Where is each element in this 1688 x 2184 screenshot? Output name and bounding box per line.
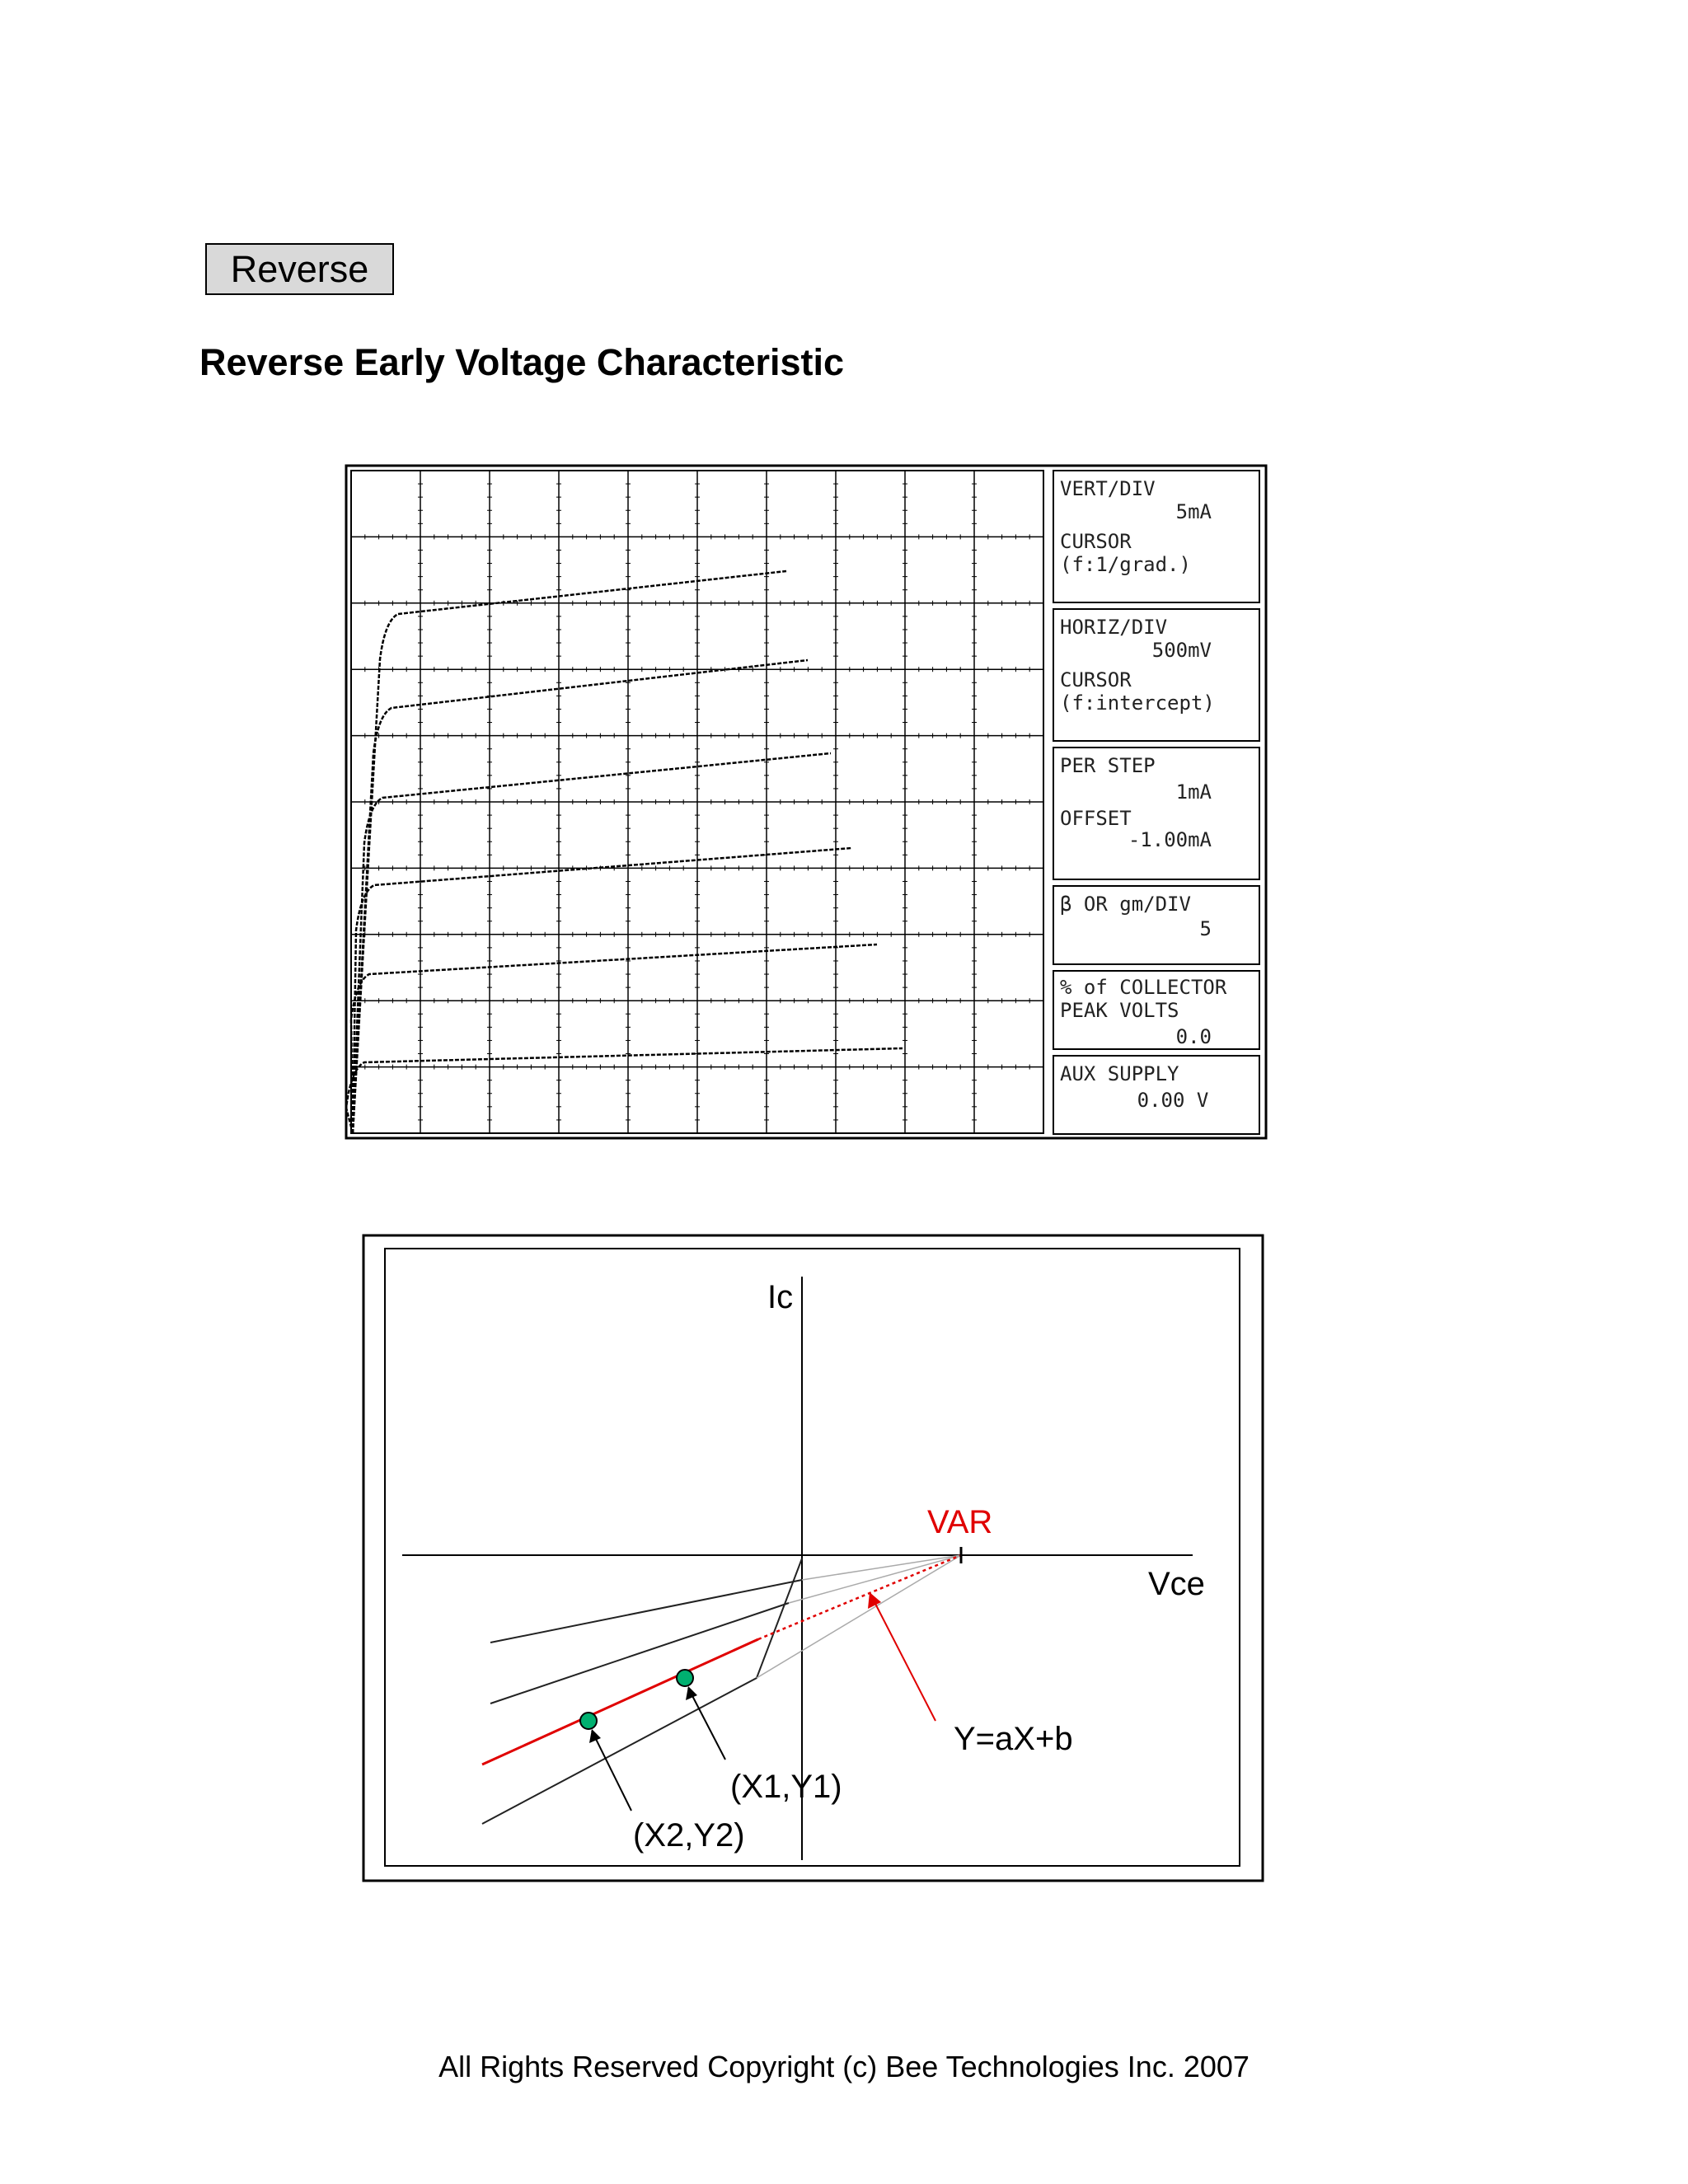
settings-panel-text: 500mV: [1151, 639, 1212, 662]
curve-tracer-screen: [345, 464, 1268, 1140]
ic-axis-label: Ic: [767, 1279, 794, 1315]
fit-line: [482, 1639, 758, 1765]
settings-panel-text: AUX SUPPLY: [1060, 1062, 1179, 1085]
settings-panel-text: (f:1/grad.): [1060, 553, 1191, 576]
settings-panel-text: % of COLLECTOR: [1060, 976, 1227, 999]
section-tag: Reverse: [205, 243, 394, 295]
settings-panel-text: OFFSET: [1060, 807, 1132, 830]
point-x1-y1-label: (X1,Y1): [730, 1769, 842, 1805]
copyright-footer: All Rights Reserved Copyright (c) Bee Technologies Inc. 2007: [438, 2050, 1250, 2083]
ic-trace-5: [351, 944, 877, 1133]
settings-panel-1: [1053, 471, 1259, 602]
settings-panel-text: 0.0: [1175, 1025, 1212, 1048]
extrapolation-1: [802, 1555, 961, 1580]
equation-label: Y=aX+b: [954, 1721, 1073, 1757]
settings-panel-text: 1mA: [1175, 780, 1212, 804]
vce-axis-label: Vce: [1148, 1566, 1205, 1602]
settings-panel-text: HORIZ/DIV: [1060, 616, 1168, 639]
extrapolation-3: [757, 1555, 961, 1678]
var-label: VAR: [927, 1504, 993, 1540]
early-voltage-diagram: [362, 1234, 1264, 1882]
fit-line-extrapolated: [758, 1555, 961, 1639]
extrapolation-2: [789, 1555, 961, 1603]
page-heading: Reverse Early Voltage Characteristic: [199, 341, 845, 383]
arrowhead-equation: [868, 1592, 881, 1609]
ic-trace-6: [346, 1048, 903, 1133]
curve-2: [490, 1603, 789, 1704]
scope-graticule: [351, 471, 1043, 1133]
scope-settings-panels: [1053, 471, 1259, 1134]
settings-panel-text: CURSOR: [1060, 530, 1132, 553]
arrowhead-x1-y1: [686, 1686, 697, 1700]
arrow-equation: [873, 1599, 935, 1721]
settings-panel-3: [1053, 748, 1259, 879]
settings-panel-6: [1053, 1056, 1259, 1134]
ic-trace-1: [353, 571, 786, 1133]
settings-panel-2: [1053, 609, 1259, 741]
settings-panel-4: [1053, 886, 1259, 964]
arrowhead-x2-y2: [589, 1729, 601, 1743]
extrapolation-lines: [757, 1555, 961, 1678]
ic-trace-3: [353, 753, 831, 1133]
ic-trace-2: [353, 660, 808, 1133]
point-x1-y1-marker: [677, 1670, 693, 1686]
settings-panel-text: PER STEP: [1060, 754, 1156, 777]
settings-panel-text: 5: [1199, 917, 1212, 940]
settings-panel-text: VERT/DIV: [1060, 477, 1156, 500]
settings-panel-text: PEAK VOLTS: [1060, 999, 1179, 1022]
scope-traces: [346, 571, 903, 1133]
ic-trace-4: [353, 848, 851, 1133]
settings-panel-text: (f:intercept): [1060, 691, 1215, 715]
point-x2-y2-label: (X2,Y2): [633, 1817, 745, 1854]
arrow-x2-y2: [592, 1731, 631, 1811]
settings-panel-text: 5mA: [1175, 500, 1212, 523]
point-x2-y2-marker: [580, 1713, 597, 1729]
settings-panel-text: β OR gm/DIV: [1060, 893, 1191, 916]
arrow-x1-y1: [688, 1688, 725, 1760]
settings-panel-5: [1053, 971, 1259, 1049]
settings-panel-text: 0.00 V: [1137, 1089, 1209, 1112]
settings-panel-text: CURSOR: [1060, 668, 1132, 691]
curve-1: [490, 1580, 802, 1643]
settings-panel-text: -1.00mA: [1128, 828, 1212, 851]
